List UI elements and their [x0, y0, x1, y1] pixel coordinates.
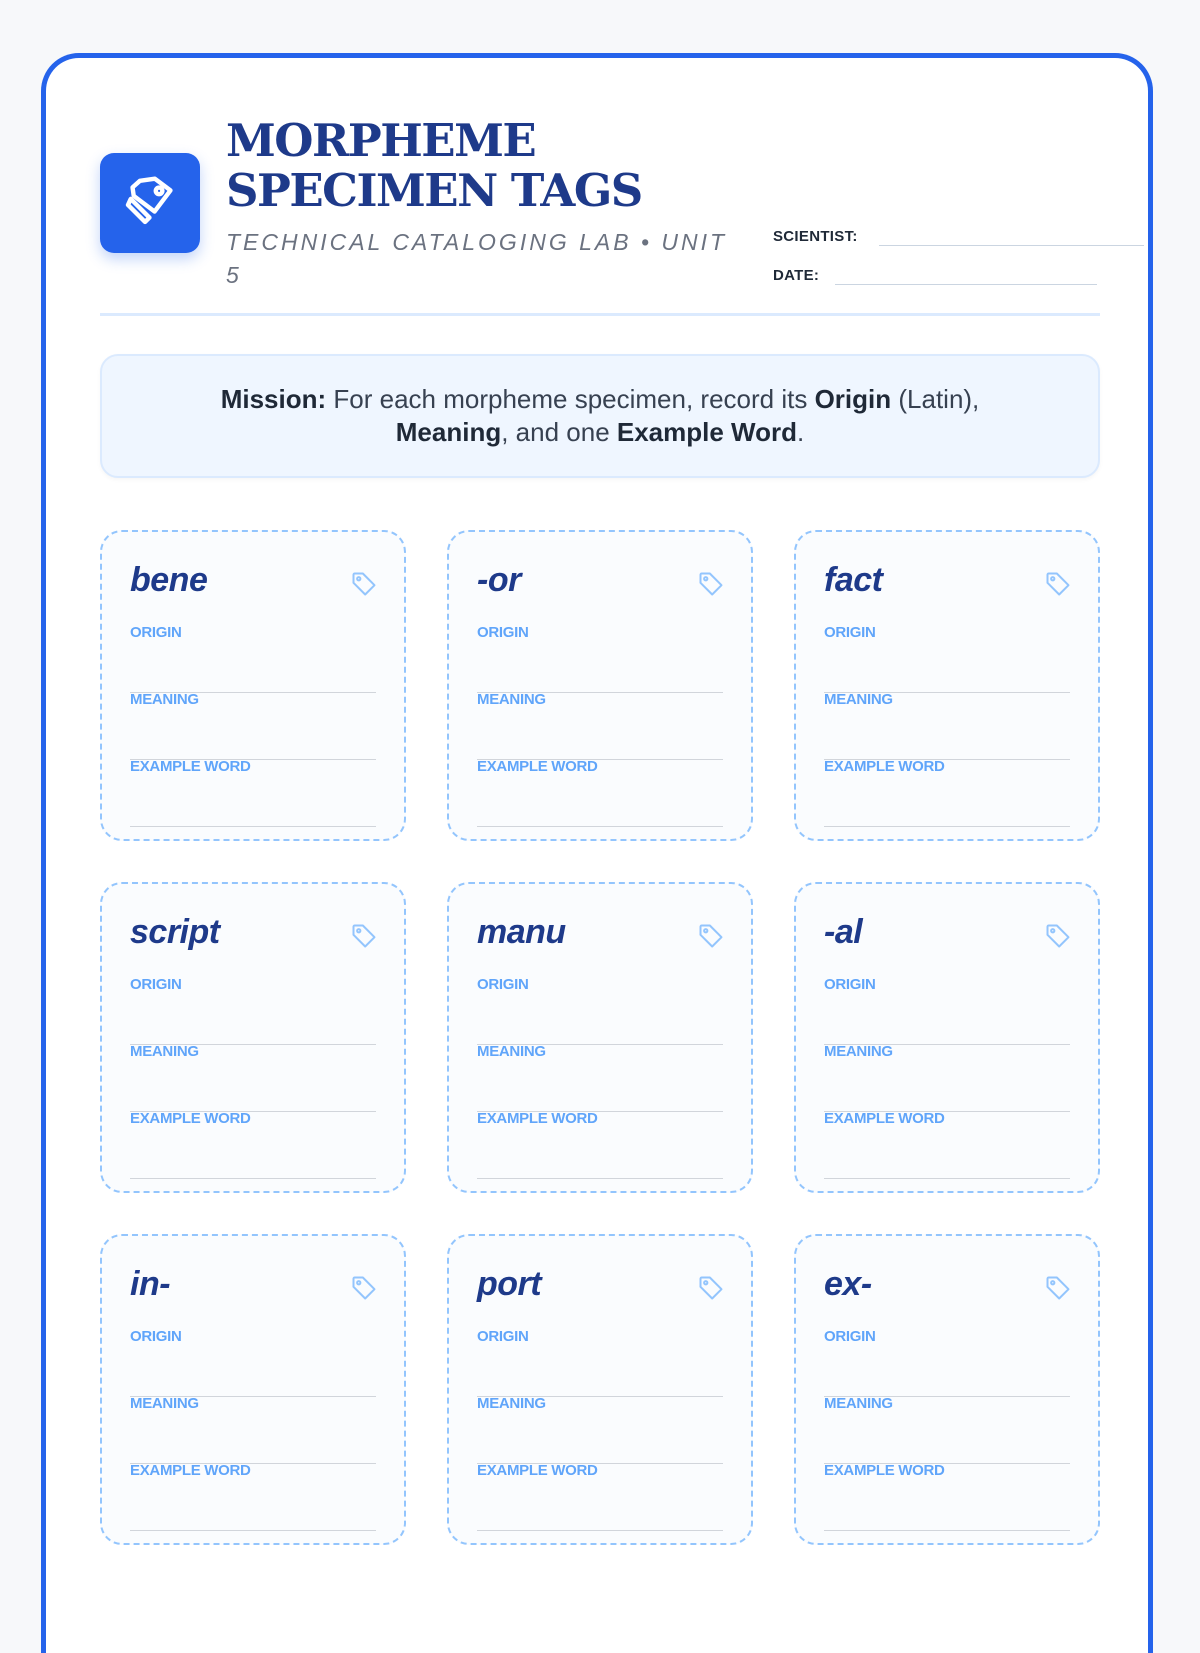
- date-label: DATE:: [773, 267, 820, 284]
- origin-field[interactable]: [477, 624, 723, 693]
- worksheet-sheet: [41, 53, 1153, 1653]
- scientist-label: SCIENTIST:: [773, 228, 858, 245]
- header-divider: [100, 313, 1100, 316]
- meaning-field[interactable]: [824, 1395, 1070, 1464]
- specimen-grid: [100, 530, 1100, 1545]
- mission-meaning: Meaning: [395, 417, 502, 447]
- meaning-field[interactable]: [130, 691, 376, 760]
- example-word-label: EXAMPLE WORD: [130, 1110, 251, 1127]
- meaning-field[interactable]: [824, 1043, 1070, 1112]
- origin-label: ORIGIN: [130, 976, 182, 993]
- meaning-label: MEANING: [477, 1043, 546, 1060]
- origin-label: ORIGIN: [477, 976, 529, 993]
- example-word-label: EXAMPLE WORD: [130, 758, 251, 775]
- origin-field[interactable]: [130, 624, 376, 693]
- example-word-label: EXAMPLE WORD: [477, 1462, 598, 1479]
- mission-text-1: For each morpheme specimen, record its: [326, 384, 815, 414]
- meaning-label: MEANING: [477, 1395, 546, 1412]
- mission-text-2: (Latin),: [891, 384, 980, 414]
- example-word-label: EXAMPLE WORD: [824, 1462, 945, 1479]
- specimen-card: [447, 530, 753, 841]
- page-title: [226, 116, 726, 216]
- meaning-field[interactable]: [130, 1043, 376, 1112]
- specimen-card: [100, 882, 406, 1193]
- title-line-1: MORPHEME: [226, 114, 536, 167]
- mission-text: [182, 383, 1018, 449]
- specimen-card: [794, 1234, 1100, 1545]
- morpheme-label: port: [477, 1265, 542, 1303]
- tag-icon: [350, 570, 378, 598]
- origin-field[interactable]: [824, 624, 1070, 693]
- mission-label: Mission:: [220, 384, 327, 414]
- tag-icon: [1044, 570, 1072, 598]
- example-word-field[interactable]: [477, 1462, 723, 1531]
- tag-icon: [697, 570, 725, 598]
- morpheme-label: -or: [477, 561, 521, 599]
- example-word-field[interactable]: [824, 1462, 1070, 1531]
- morpheme-label: manu: [477, 913, 566, 951]
- example-word-label: EXAMPLE WORD: [130, 1462, 251, 1479]
- scientist-line[interactable]: [879, 245, 1144, 246]
- morpheme-label: fact: [824, 561, 883, 599]
- mission-example-word: Example Word: [616, 417, 797, 447]
- specimen-card: [447, 882, 753, 1193]
- origin-label: ORIGIN: [477, 624, 529, 641]
- morpheme-label: bene: [130, 561, 208, 599]
- meaning-label: MEANING: [477, 691, 546, 708]
- tag-icon: [1044, 1274, 1072, 1302]
- example-word-field[interactable]: [824, 1110, 1070, 1179]
- specimen-card: [794, 882, 1100, 1193]
- page-subtitle: TECHNICAL CATALOGING LAB • UNIT 5: [226, 229, 728, 288]
- meaning-label: MEANING: [130, 1395, 199, 1412]
- tags-icon: [100, 153, 200, 253]
- example-word-field[interactable]: [130, 1462, 376, 1531]
- example-word-label: EXAMPLE WORD: [824, 758, 945, 775]
- origin-label: ORIGIN: [477, 1328, 529, 1345]
- example-word-field[interactable]: [130, 758, 376, 827]
- header: [100, 116, 1100, 316]
- tag-icon: [697, 1274, 725, 1302]
- title-line-2: SPECIMEN TAGS: [226, 164, 642, 217]
- meaning-field[interactable]: [477, 1043, 723, 1112]
- mission-origin: Origin: [814, 384, 892, 414]
- example-word-field[interactable]: [130, 1110, 376, 1179]
- morpheme-label: ex-: [824, 1265, 872, 1303]
- example-word-field[interactable]: [824, 758, 1070, 827]
- mission-box: [100, 354, 1100, 478]
- date-field: [773, 267, 1103, 284]
- origin-field[interactable]: [130, 1328, 376, 1397]
- meaning-field[interactable]: [130, 1395, 376, 1464]
- origin-label: ORIGIN: [130, 624, 182, 641]
- example-word-field[interactable]: [477, 758, 723, 827]
- specimen-card: [794, 530, 1100, 841]
- example-word-label: EXAMPLE WORD: [477, 758, 598, 775]
- tag-icon: [350, 1274, 378, 1302]
- mission-text-3: , and one: [501, 417, 617, 447]
- origin-field[interactable]: [130, 976, 376, 1045]
- specimen-card: [447, 1234, 753, 1545]
- title-block: [226, 116, 726, 292]
- example-word-label: EXAMPLE WORD: [824, 1110, 945, 1127]
- morpheme-label: in-: [130, 1265, 171, 1303]
- date-line[interactable]: [835, 284, 1097, 285]
- morpheme-label: -al: [824, 913, 863, 951]
- meaning-label: MEANING: [130, 691, 199, 708]
- tag-icon: [1044, 922, 1072, 950]
- origin-label: ORIGIN: [824, 976, 876, 993]
- meaning-field[interactable]: [477, 1395, 723, 1464]
- meaning-label: MEANING: [824, 1395, 893, 1412]
- example-word-label: EXAMPLE WORD: [477, 1110, 598, 1127]
- tag-icon: [350, 922, 378, 950]
- tag-icon: [697, 922, 725, 950]
- origin-label: ORIGIN: [824, 1328, 876, 1345]
- meaning-label: MEANING: [824, 1043, 893, 1060]
- meaning-label: MEANING: [824, 691, 893, 708]
- example-word-field[interactable]: [477, 1110, 723, 1179]
- specimen-card: [100, 530, 406, 841]
- meaning-field[interactable]: [824, 691, 1070, 760]
- origin-field[interactable]: [477, 976, 723, 1045]
- origin-field[interactable]: [824, 976, 1070, 1045]
- scientist-field: [773, 228, 1143, 245]
- meaning-label: MEANING: [130, 1043, 199, 1060]
- origin-label: ORIGIN: [130, 1328, 182, 1345]
- mission-text-4: .: [797, 417, 805, 447]
- origin-field[interactable]: [824, 1328, 1070, 1397]
- origin-label: ORIGIN: [824, 624, 876, 641]
- meaning-field[interactable]: [477, 691, 723, 760]
- origin-field[interactable]: [477, 1328, 723, 1397]
- morpheme-label: script: [130, 913, 220, 951]
- specimen-card: [100, 1234, 406, 1545]
